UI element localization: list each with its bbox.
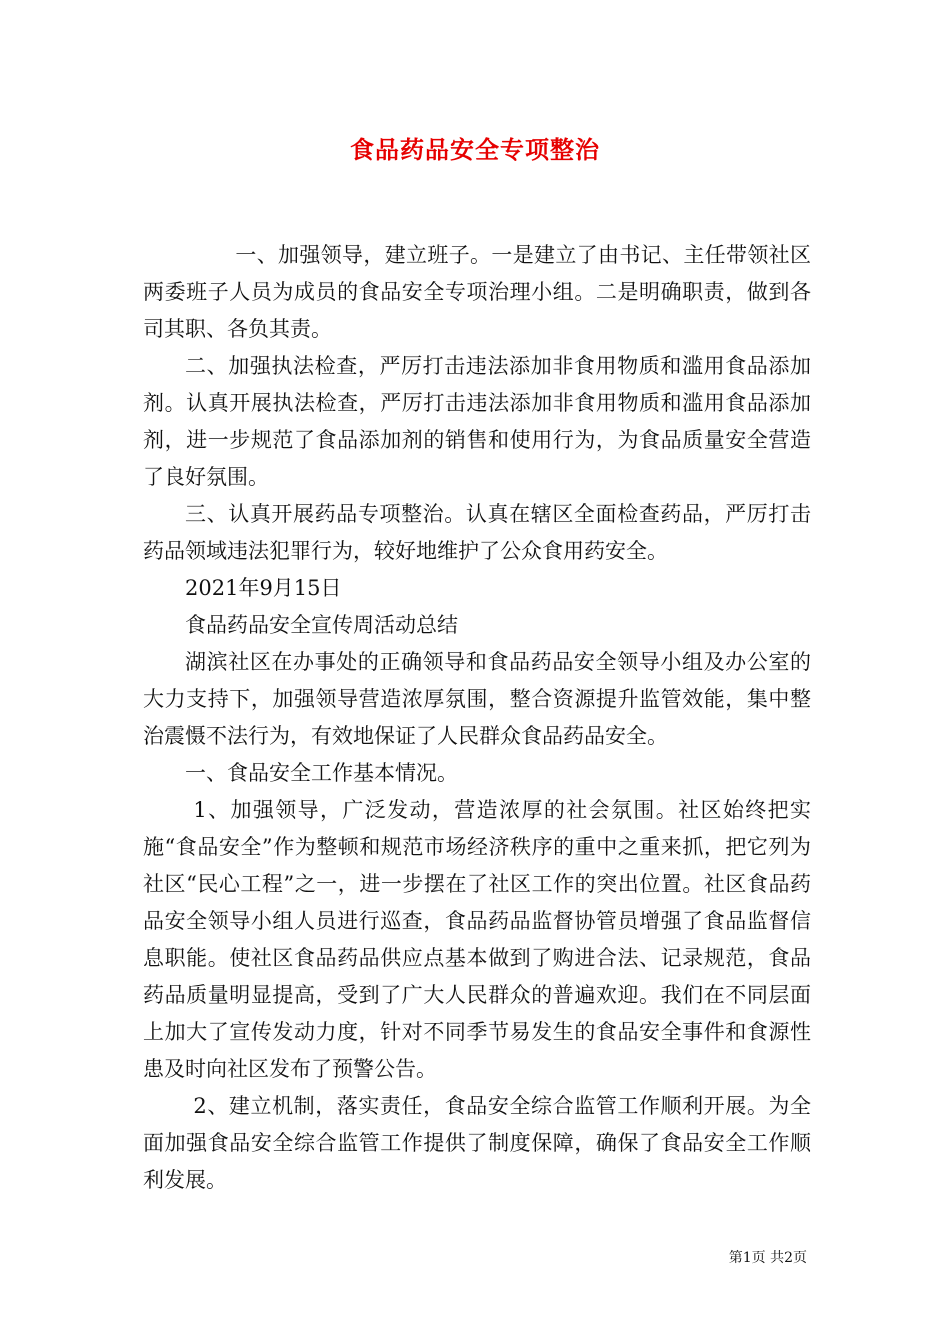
paragraph-date: 2021年9月15日 bbox=[185, 576, 342, 600]
paragraph-intro: 湖滨社区在办事处的正确领导和食品药品安全领导小组及办公室的大力支持下，加强领导营造浓厚氛围，整合资源提升监管效能，集中整治震慑不法行为，有效地保证了人民群众食品药品安全。 bbox=[143, 650, 811, 748]
paragraph-item-1: 1、加强领导，广泛发动，营造浓厚的社会氛围。社区始终把实施“食品安全”作为整顿和规范市场经济秩序的重中之重来抓，把它列为社区“民心工程”之一，进一步摆在了社区工作的突出位置。社区食品药品安全领导小组人员进行巡查，食品药品监督协管员增强了食品监督信息职能。使社区食品药品供应点基本做到了购进合法、记录规范，食品药品质量明显提高，受到了广大人民群众的普遍欢迎。我们在不同层面上加大了宣传发动力度，针对不同季节易发生的食品安全事件和食源性患及时向社区发布了预警公告。 bbox=[143, 798, 811, 1081]
document-title: 食品药品安全专项整治 bbox=[350, 136, 600, 164]
paragraph-section-heading: 一、食品安全工作基本情况。 bbox=[185, 761, 458, 785]
paragraph-item-2: 2、建立机制，落实责任，食品安全综合监管工作顺利开展。为全面加强食品安全综合监管工作提供了制度保障，确保了食品安全工作顺利发展。 bbox=[143, 1094, 811, 1192]
paragraph-inspection: 二、加强执法检查，严厉打击违法添加非食用物质和滥用食品添加剂。认真开展执法检查，严厉打击违法添加非食用物质和滥用食品添加剂，进一步规范了食品添加剂的销售和使用行为，为食品质量安全营造了良好氛围。 bbox=[143, 354, 811, 489]
paragraph-drug-rectification: 三、认真开展药品专项整治。认真在辖区全面检查药品，严厉打击药品领域违法犯罪行为，较好地维护了公众食用药安全。 bbox=[143, 502, 811, 563]
paragraph-leadership: 一、加强领导，建立班子。一是建立了由书记、主任带领社区两委班子人员为成员的食品安全专项治理小组。二是明确职责，做到各司其职、各负其责。 bbox=[143, 243, 811, 341]
paragraph-subtitle: 食品药品安全宣传周活动总结 bbox=[185, 613, 458, 637]
document-body bbox=[143, 237, 811, 1199]
page-number: 第1页 共2页 bbox=[728, 1250, 807, 1266]
